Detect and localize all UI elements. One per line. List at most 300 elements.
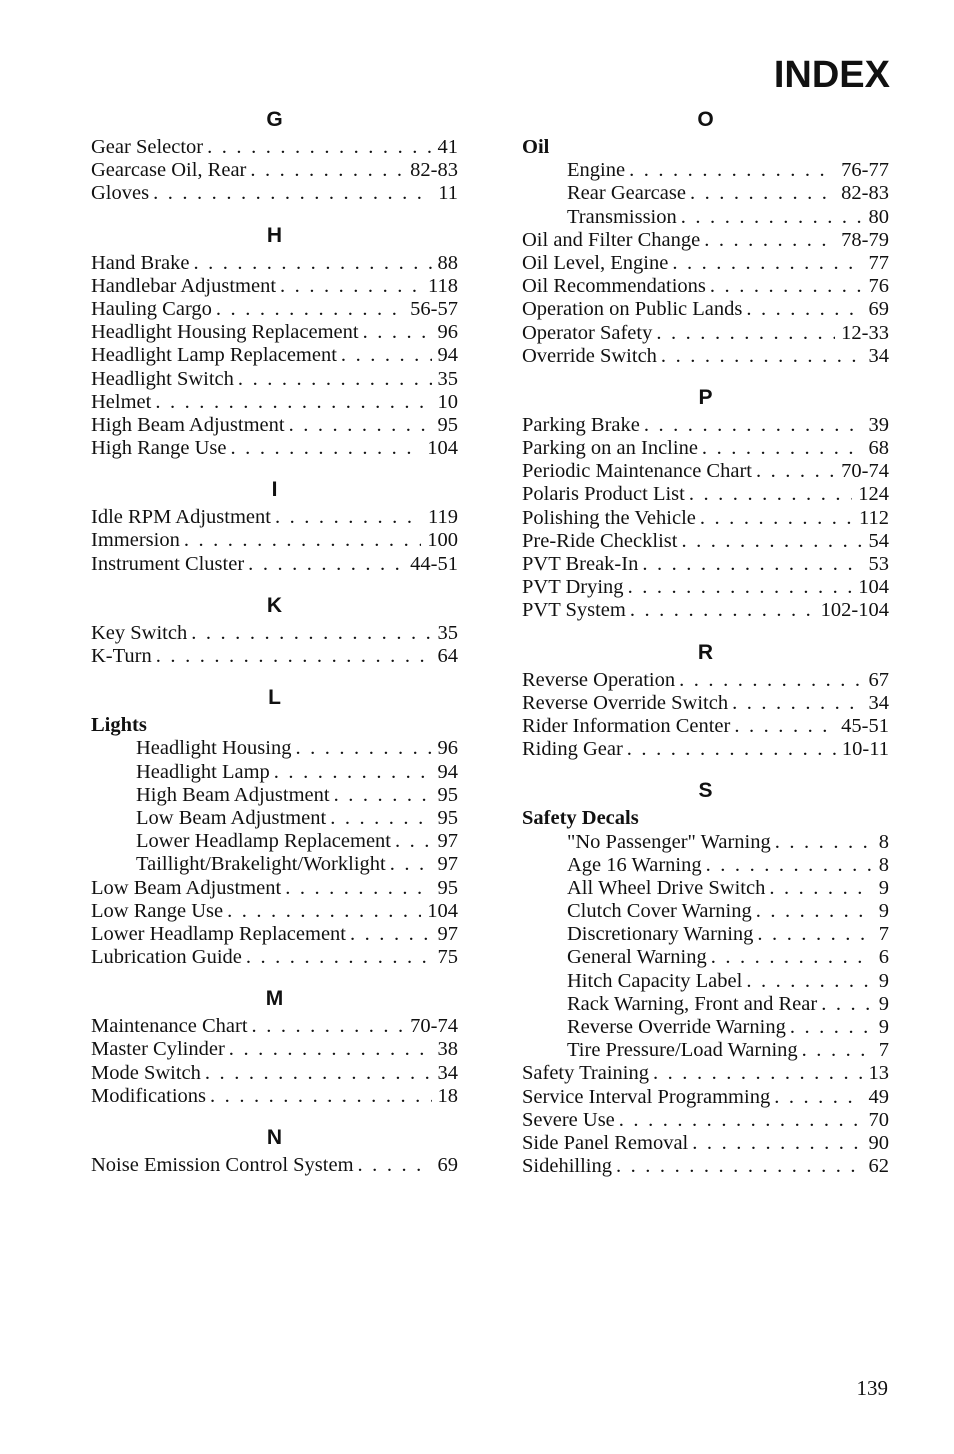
section-letter: O: [697, 108, 714, 131]
index-entry: [522, 483, 889, 506]
dot-leader: [153, 182, 432, 205]
dot-leader: [216, 298, 404, 321]
entry-label: Low Beam Adjustment: [91, 876, 282, 899]
section-letter: H: [266, 223, 283, 247]
index-entry: [91, 877, 458, 900]
entry-page: 82-83: [410, 159, 458, 182]
index-section: [91, 220, 458, 461]
index-section: [522, 637, 889, 762]
dot-leader: [690, 182, 835, 205]
dot-leader: [642, 553, 862, 576]
entry-label: Idle RPM Adjustment: [91, 506, 271, 529]
section-letter: M: [265, 987, 284, 1011]
index-entry: [91, 182, 458, 205]
entry-page: 119: [428, 506, 458, 529]
index-entry: [91, 645, 458, 668]
index-entry: [522, 715, 889, 738]
entry-label: Master Cylinder: [91, 1038, 225, 1061]
index-entry: [522, 460, 889, 483]
entry-label: High Range Use: [91, 437, 227, 460]
entry-page: 9: [878, 992, 889, 1015]
dot-leader: [627, 738, 836, 761]
entry-label: Sidehilling: [522, 1155, 612, 1178]
dot-leader: [184, 529, 421, 552]
entry-label: Immersion: [91, 529, 180, 552]
index-column-right: [522, 104, 889, 1178]
entry-page: 41: [437, 136, 458, 158]
dot-leader: [802, 1039, 873, 1062]
index-entry: [522, 530, 889, 553]
entry-label: Hauling Cargo: [91, 297, 212, 320]
dot-leader: [746, 970, 872, 993]
entry-page: 118: [428, 274, 458, 297]
entry-page: 7: [878, 923, 889, 946]
entry-page: 88: [437, 251, 458, 274]
index-section: [91, 474, 458, 576]
dot-leader: [350, 923, 432, 946]
index-entry: [522, 298, 889, 321]
index-entry: [522, 1155, 889, 1178]
index-entry: [91, 368, 458, 391]
index-entry: [522, 414, 889, 437]
index-entry: [91, 1015, 458, 1038]
index-entry: [522, 345, 889, 368]
entry-page: 124: [858, 483, 889, 506]
entry-page: 38: [437, 1038, 458, 1061]
entry-page: 69: [437, 1154, 458, 1176]
entry-label: Engine: [567, 159, 626, 182]
entry-page: 95: [437, 806, 458, 829]
entry-page: 53: [868, 553, 889, 575]
entry-page: 112: [859, 506, 889, 529]
dot-leader: [274, 761, 432, 784]
dot-leader: [704, 229, 835, 252]
entry-page: 95: [437, 876, 458, 899]
entry-page: 44-51: [410, 552, 458, 575]
index-subentry: [522, 970, 889, 993]
entry-label: Gearcase Oil, Rear: [91, 159, 247, 182]
entry-label: Operation on Public Lands: [522, 298, 743, 321]
section-letter: S: [698, 779, 713, 803]
entry-page: 94: [437, 344, 458, 367]
section-letter: G: [266, 108, 283, 131]
dot-leader: [341, 344, 432, 367]
index-subentry: [522, 1039, 889, 1062]
section-letter: K: [266, 593, 283, 617]
index-entry: [91, 1062, 458, 1085]
index-entry: [522, 553, 889, 576]
dot-leader: [358, 1154, 432, 1177]
entry-page: 70: [868, 1108, 889, 1131]
entry-label: Low Range Use: [91, 899, 224, 922]
index-subentry: [522, 206, 889, 229]
index-column-left: [91, 104, 458, 1177]
index-entry: [91, 414, 458, 437]
entry-page: 96: [437, 321, 458, 344]
entry-label: Rear Gearcase: [567, 182, 686, 205]
dot-leader: [746, 298, 862, 321]
index-entry: [522, 738, 889, 761]
dot-leader: [689, 483, 852, 506]
dot-leader: [227, 900, 421, 923]
entry-page: 104: [427, 899, 458, 922]
index-entry: [522, 576, 889, 599]
index-subentry: [522, 923, 889, 946]
dot-leader: [644, 414, 863, 437]
entry-label: Severe Use: [522, 1108, 615, 1131]
entry-label: Oil Level, Engine: [522, 251, 669, 274]
entry-label: Operator Safety: [522, 321, 653, 344]
index-entry: [91, 321, 458, 344]
index-heading: [522, 136, 889, 159]
index-entry: [91, 1154, 458, 1177]
dot-leader: [238, 368, 432, 391]
entry-page: 12-33: [841, 321, 889, 344]
index-subentry: [522, 900, 889, 923]
index-entry: [522, 1086, 889, 1109]
entry-page: 97: [437, 922, 458, 945]
dot-leader: [285, 877, 431, 900]
entry-label: Gloves: [91, 182, 150, 205]
dot-leader: [653, 1062, 863, 1085]
entry-label: Safety Decals: [522, 807, 639, 830]
index-entry: [91, 946, 458, 969]
dot-leader: [229, 1038, 432, 1061]
index-entry: [522, 1062, 889, 1085]
index-entry: [522, 229, 889, 252]
entry-page: 9: [878, 1016, 889, 1038]
entry-label: Headlight Switch: [91, 367, 234, 390]
index-heading: [91, 714, 458, 737]
entry-page: 70-74: [841, 460, 889, 483]
entry-label: Reverse Override Switch: [522, 691, 729, 714]
entry-page: 10-11: [841, 738, 889, 761]
dot-leader: [629, 159, 835, 182]
entry-page: 34: [868, 344, 889, 367]
entry-label: Lower Headlamp Replacement: [91, 922, 346, 945]
entry-label: Key Switch: [91, 621, 188, 644]
entry-label: Headlight Housing: [136, 737, 292, 760]
dot-leader: [774, 1086, 862, 1109]
index-entry: [91, 622, 458, 645]
dot-leader: [700, 507, 853, 530]
entry-page: 9: [878, 876, 889, 899]
entry-page: 11: [438, 182, 458, 205]
entry-label: "No Passenger" Warning: [567, 830, 771, 853]
index-entry: [522, 669, 889, 692]
dot-leader: [205, 1062, 432, 1085]
entry-page: 97: [437, 830, 458, 853]
entry-label: High Beam Adjustment: [136, 783, 330, 806]
entry-label: PVT Break-In: [522, 553, 639, 575]
index-entry: [522, 1109, 889, 1132]
entry-label: Periodic Maintenance Chart: [522, 460, 752, 483]
entry-page: 13: [868, 1062, 889, 1085]
dot-leader: [790, 1016, 873, 1039]
index-subentry: [522, 993, 889, 1016]
index-entry: [522, 507, 889, 530]
entry-label: Instrument Cluster: [91, 552, 245, 575]
entry-page: 7: [878, 1039, 889, 1062]
entry-label: Parking on an Incline: [522, 437, 698, 460]
page-number: 139: [856, 1376, 888, 1400]
entry-label: Maintenance Chart: [91, 1015, 248, 1038]
dot-leader: [734, 715, 835, 738]
entry-page: 100: [427, 529, 458, 552]
entry-page: 45-51: [841, 714, 889, 737]
entry-label: All Wheel Drive Switch: [567, 876, 766, 899]
entry-label: Rack Warning, Front and Rear: [567, 992, 818, 1015]
index-entry: [91, 437, 458, 460]
entry-label: Headlight Lamp: [136, 760, 270, 783]
dot-leader: [231, 437, 422, 460]
entry-page: 9: [878, 969, 889, 992]
page-title: INDEX: [773, 54, 890, 96]
dot-leader: [672, 252, 862, 275]
entry-page: 104: [858, 576, 889, 599]
index-section: [91, 104, 458, 206]
entry-label: General Warning: [567, 946, 707, 969]
dot-leader: [619, 1109, 863, 1132]
index-section: [91, 682, 458, 969]
entry-page: 104: [427, 437, 458, 460]
index-entry: [91, 298, 458, 321]
index-section: [91, 983, 458, 1108]
entry-page: 95: [437, 413, 458, 436]
dot-leader: [246, 946, 432, 969]
index-entry: [522, 437, 889, 460]
index-entry: [91, 1085, 458, 1108]
entry-label: Taillight/Brakelight/Worklight: [136, 853, 386, 876]
entry-page: 76: [868, 275, 889, 298]
entry-page: 8: [878, 853, 889, 876]
index-subentry: [91, 830, 458, 853]
entry-label: Service Interval Programming: [522, 1085, 771, 1108]
entry-label: Lubrication Guide: [91, 946, 242, 969]
entry-label: Pre-Ride Checklist: [522, 529, 678, 552]
index-entry: [91, 344, 458, 367]
dot-leader: [395, 830, 432, 853]
dot-leader: [711, 946, 873, 969]
section-letter: I: [271, 478, 278, 502]
index-section: [91, 590, 458, 668]
index-entry: [91, 506, 458, 529]
entry-label: Hand Brake: [91, 251, 190, 274]
dot-leader: [363, 321, 432, 344]
index-subentry: [522, 877, 889, 900]
dot-leader: [616, 1155, 863, 1178]
entry-label: Clutch Cover Warning: [567, 900, 752, 923]
index-subentry: [91, 784, 458, 807]
entry-page: 35: [437, 621, 458, 644]
index-subentry: [522, 1016, 889, 1039]
dot-leader: [250, 159, 404, 182]
section-letter: R: [697, 640, 714, 664]
index-entry: [91, 1038, 458, 1061]
entry-label: Tire Pressure/Load Warning: [567, 1039, 798, 1062]
entry-label: K-Turn: [91, 645, 152, 667]
entry-page: 9: [878, 900, 889, 923]
dot-leader: [207, 136, 431, 159]
index-section: [522, 382, 889, 623]
entry-page: 94: [437, 760, 458, 783]
entry-label: Oil: [522, 136, 550, 158]
entry-page: 49: [868, 1085, 889, 1108]
dot-leader: [702, 437, 863, 460]
index-entry: [91, 923, 458, 946]
entry-label: Oil and Filter Change: [522, 228, 701, 251]
entry-label: Low Beam Adjustment: [136, 806, 327, 829]
dot-leader: [681, 530, 862, 553]
dot-leader: [156, 645, 432, 668]
entry-label: Hitch Capacity Label: [567, 969, 743, 992]
dot-leader: [334, 784, 432, 807]
entry-label: Side Panel Removal: [522, 1131, 689, 1154]
entry-page: 82-83: [841, 182, 889, 205]
entry-page: 90: [868, 1131, 889, 1154]
entry-page: 78-79: [841, 228, 889, 251]
entry-label: Polishing the Vehicle: [522, 506, 696, 529]
dot-leader: [248, 553, 404, 576]
entry-page: 68: [868, 437, 889, 460]
dot-leader: [661, 345, 863, 368]
entry-label: Transmission: [567, 205, 677, 228]
dot-leader: [821, 993, 873, 1016]
index-subentry: [91, 737, 458, 760]
entry-label: Gear Selector: [91, 136, 204, 158]
entry-page: 96: [437, 737, 458, 760]
index-section: [522, 775, 889, 1178]
entry-page: 8: [878, 830, 889, 853]
entry-page: 18: [437, 1084, 458, 1107]
entry-label: Parking Brake: [522, 413, 640, 436]
dot-leader: [757, 923, 872, 946]
entry-page: 35: [437, 367, 458, 390]
entry-page: 97: [437, 853, 458, 876]
dot-leader: [210, 1085, 431, 1108]
entry-page: 39: [868, 413, 889, 436]
index-entry: [91, 553, 458, 576]
entry-label: Lower Headlamp Replacement: [136, 830, 391, 853]
entry-label: Noise Emission Control System: [91, 1154, 354, 1176]
entry-page: 6: [878, 946, 889, 969]
index-section: [91, 1122, 458, 1177]
entry-page: 34: [868, 691, 889, 714]
entry-label: Override Switch: [522, 344, 657, 367]
entry-label: Oil Recommendations: [522, 275, 706, 298]
dot-leader: [275, 506, 422, 529]
dot-leader: [679, 669, 862, 692]
entry-label: Safety Training: [522, 1062, 649, 1085]
index-subentry: [522, 182, 889, 205]
index-entry: [91, 136, 458, 159]
entry-page: 62: [868, 1155, 889, 1178]
dot-leader: [628, 576, 853, 599]
entry-label: Riding Gear: [522, 738, 623, 761]
entry-page: 70-74: [410, 1015, 458, 1038]
dot-leader: [289, 414, 432, 437]
dot-leader: [330, 807, 431, 830]
index-subentry: [91, 761, 458, 784]
entry-label: Headlight Housing Replacement: [91, 321, 359, 344]
index-entry: [522, 599, 889, 622]
dot-leader: [756, 900, 873, 923]
entry-page: 76-77: [841, 159, 889, 182]
index-entry: [522, 1132, 889, 1155]
entry-page: 56-57: [410, 297, 458, 320]
index-entry: [522, 322, 889, 345]
dot-leader: [710, 275, 863, 298]
dot-leader: [706, 854, 873, 877]
entry-label: Headlight Lamp Replacement: [91, 344, 337, 367]
index-entry: [522, 692, 889, 715]
entry-label: High Beam Adjustment: [91, 413, 285, 436]
entry-label: PVT Drying: [522, 576, 624, 599]
entry-page: 64: [437, 645, 458, 667]
dot-leader: [756, 460, 835, 483]
entry-label: Modifications: [91, 1084, 207, 1107]
dot-leader: [630, 599, 815, 622]
entry-label: Age 16 Warning: [567, 853, 702, 876]
index-entry: [91, 159, 458, 182]
entry-label: Discretionary Warning: [567, 923, 754, 946]
index-entry: [91, 252, 458, 275]
index-subentry: [522, 831, 889, 854]
index-subentry: [91, 853, 458, 876]
index-subentry: [522, 159, 889, 182]
dot-leader: [155, 391, 431, 414]
entry-label: Reverse Override Warning: [567, 1016, 786, 1038]
entry-page: 54: [868, 529, 889, 552]
entry-label: Mode Switch: [91, 1061, 201, 1084]
index-entry: [522, 252, 889, 275]
index-subentry: [522, 854, 889, 877]
entry-label: Rider Information Center: [522, 714, 731, 737]
index-entry: [91, 529, 458, 552]
dot-leader: [280, 275, 422, 298]
section-letter: L: [268, 686, 281, 710]
entry-page: 75: [437, 946, 458, 969]
dot-leader: [775, 831, 873, 854]
dot-leader: [295, 737, 431, 760]
entry-page: 10: [437, 390, 458, 413]
entry-page: 102-104: [820, 599, 889, 622]
entry-label: Helmet: [91, 390, 152, 413]
index-entry: [91, 900, 458, 923]
index-heading: [522, 807, 889, 830]
dot-leader: [390, 853, 432, 876]
dot-leader: [191, 622, 431, 645]
index-entry: [91, 391, 458, 414]
entry-page: 67: [868, 668, 889, 691]
entry-page: 80: [868, 205, 889, 228]
index-subentry: [91, 807, 458, 830]
index-subentry: [522, 946, 889, 969]
dot-leader: [732, 692, 862, 715]
entry-page: 69: [868, 298, 889, 321]
index-section: [522, 104, 889, 368]
index-entry: [91, 275, 458, 298]
dot-leader: [252, 1015, 405, 1038]
entry-label: Handlebar Adjustment: [91, 274, 277, 297]
entry-label: PVT System: [522, 599, 626, 622]
dot-leader: [681, 206, 863, 229]
dot-leader: [692, 1132, 862, 1155]
entry-label: Polaris Product List: [522, 483, 685, 506]
entry-page: 95: [437, 783, 458, 806]
dot-leader: [769, 877, 872, 900]
section-letter: P: [698, 385, 713, 409]
